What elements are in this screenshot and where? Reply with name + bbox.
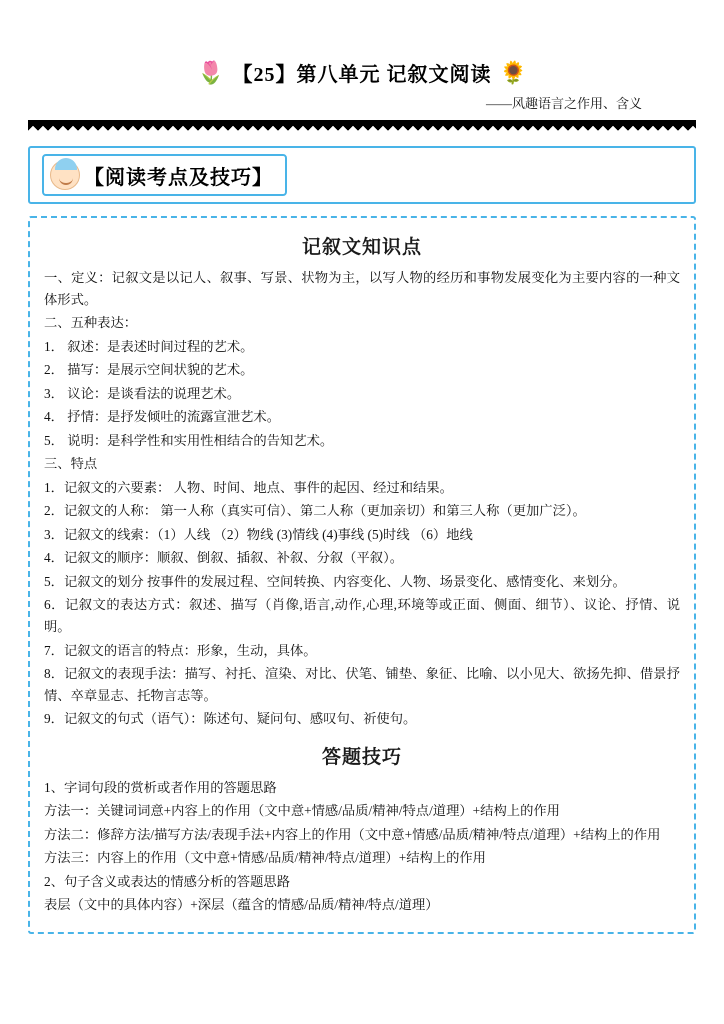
content-box	[28, 216, 696, 934]
section-header-tab	[42, 154, 287, 196]
section-header-box	[28, 146, 696, 204]
knowledge-line: 8．记叙文的表现手法：描写、衬托、渲染、对比、伏笔、铺垫、象征、比喻、以小见大、欲扬先抑、借景抒情、卒章显志、托物言志等。	[44, 666, 680, 703]
sunflower-icon: 🌻	[499, 59, 527, 85]
knowledge-line: 1． 叙述：是表述时间过程的艺术。	[44, 338, 254, 354]
page-header	[28, 0, 696, 112]
knowledge-line: 4．记叙文的顺序：顺叙、倒叙、插叙、补叙、分叙（平叙）。	[44, 550, 404, 566]
page-title: 【25】第八单元 记叙文阅读	[232, 64, 492, 86]
skills-line: 表层（文中的具体内容）+深层（蕴含的情感/品质/精神/特点/道理）	[44, 897, 439, 913]
knowledge-line: 三、特点	[44, 456, 98, 472]
knowledge-line: 4． 抒情：是抒发倾吐的流露宣泄艺术。	[44, 409, 281, 425]
title-row	[28, 58, 696, 87]
knowledge-line: 二、五种表达：	[44, 315, 138, 331]
knowledge-line: 2． 描写：是展示空间状貌的艺术。	[44, 362, 254, 378]
skills-line: 1、字词句段的赏析或者作用的答题思路	[44, 779, 277, 795]
knowledge-line: 2．记叙文的人称： 第一人称（真实可信）、第二人称（更加亲切）和第三人称（更加广泛）。	[44, 503, 586, 519]
knowledge-line: 一、定义：记叙文是以记人、叙事、写景、状物为主，以写人物的经历和事物发展变化为主要内容的一种文体形式。	[44, 270, 680, 307]
knowledge-line: 5．记叙文的划分 按事件的发展过程、空间转换、内容变化、人物、场景变化、感情变化、来划分。	[44, 573, 626, 589]
knowledge-line: 3．记叙文的线索：（1）人线 （2）物线 (3)情线 (4)事线 (5)时线 （6）地线	[44, 526, 473, 542]
zigzag-divider	[28, 120, 696, 132]
knowledge-line: 7．记叙文的语言的特点：形象，生动，具体。	[44, 642, 317, 658]
skills-line: 方法一：关键词词意+内容上的作用（文中意+情感/品质/精神/特点/道理）+结构上的作用	[44, 803, 560, 819]
skills-title: 答题技巧	[321, 746, 402, 768]
knowledge-line: 3． 议论：是谈看法的说理艺术。	[44, 385, 241, 401]
skills-line: 2、句子含义或表达的情感分析的答题思路	[44, 873, 290, 889]
knowledge-line: 9．记叙文的句式（语气）：陈述句、疑问句、感叹句、祈使句。	[44, 711, 417, 727]
knowledge-line: 6．记叙文的表达方式：叙述、描写（肖像,语言,动作,心理,环境等或正面、侧面、细节）、议论、抒情、说明。	[44, 597, 680, 634]
tulip-icon: 🌷	[197, 59, 225, 85]
baby-face-icon	[50, 160, 80, 190]
page-subtitle: ——风趣语言之作用、含义	[485, 96, 642, 111]
skills-line: 方法三：内容上的作用（文中意+情感/品质/精神/特点/道理）+结构上的作用	[44, 850, 486, 866]
section-title: 【阅读考点及技巧】	[84, 166, 273, 189]
knowledge-title: 记叙文知识点	[301, 237, 422, 258]
knowledge-line: 5． 说明：是科学性和实用性相结合的告知艺术。	[44, 432, 334, 448]
knowledge-line: 1．记叙文的六要素： 人物、时间、地点、事件的起因、经过和结果。	[44, 479, 453, 495]
skills-line: 方法二：修辞方法/描写方法/表现手法+内容上的作用（文中意+情感/品质/精神/特点/道理）+结构上的作用	[44, 826, 661, 842]
